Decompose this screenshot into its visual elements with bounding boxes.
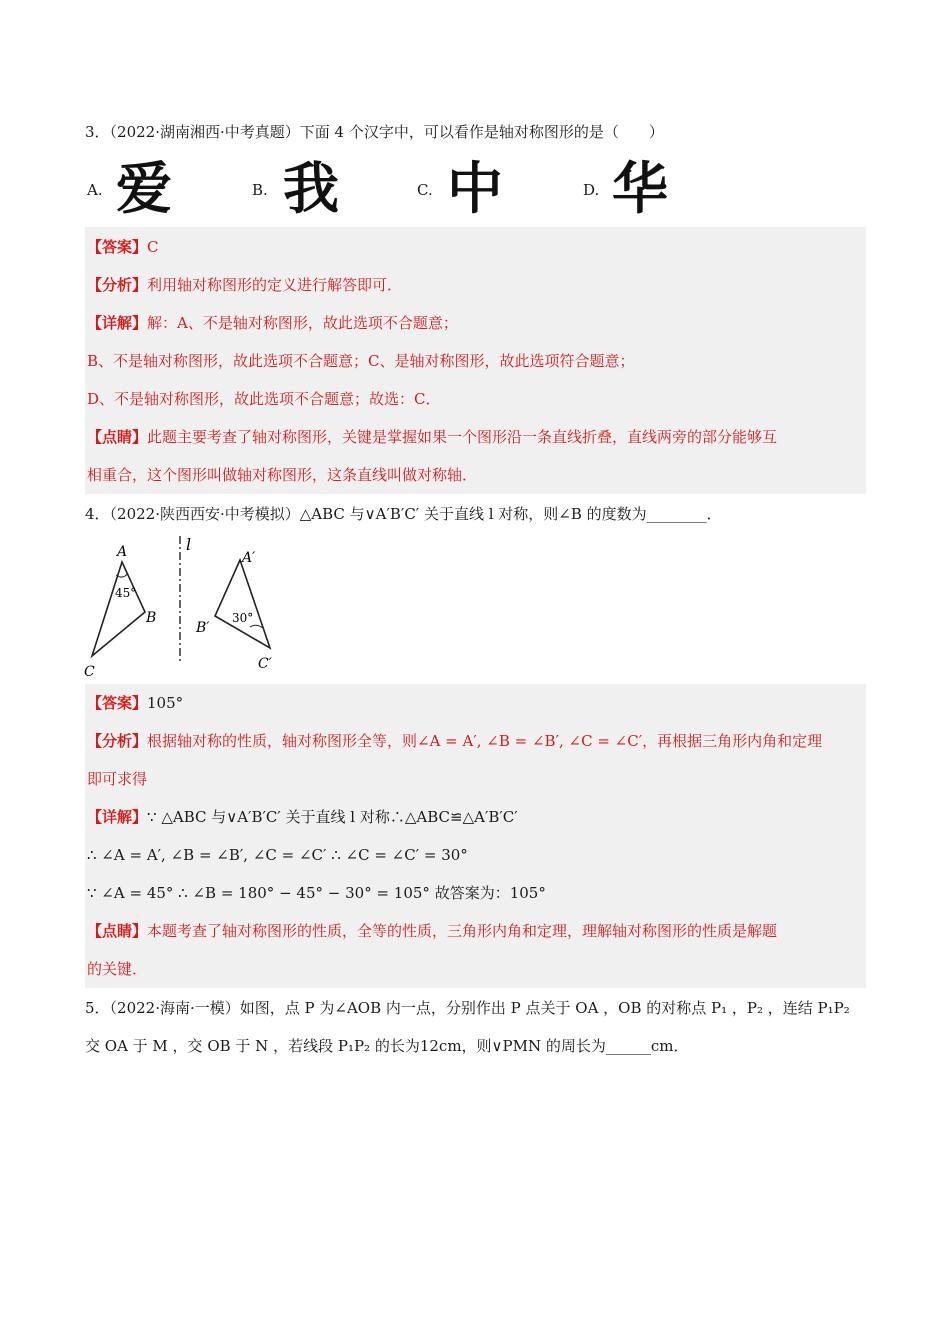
q3-comment-line-2: 相重合，这个图形叫做轴对称图形，这条直线叫做对称轴． [87, 466, 478, 484]
q3-option-d-char: 华 [612, 157, 668, 222]
q3-option-b-label: B. [252, 181, 268, 199]
q4-detail-line-2: ∴ ∠A = A′, ∠B = ∠B′, ∠C = ∠C′ ∴ ∠C = ∠C′ = 30° [87, 846, 468, 864]
q3-analysis: 【分析】利用轴对称图形的定义进行解答即可． [87, 276, 403, 294]
q3-option-a-label: A. [87, 181, 103, 199]
line-label-l: l [186, 535, 192, 554]
label-a1: A′ [242, 550, 256, 566]
q3-option-a-char: 爱 [116, 157, 172, 222]
q4-stem: 4．（2022·陕西西安·中考模拟）△ABC 与∨A′B′C′ 关于直线 l 对称，则∠B 的度数为________． [85, 505, 722, 523]
q4-detail-line-3: ∵ ∠A = 45° ∴ ∠B = 180° − 45° − 30° = 105° 故答案为：105° [87, 884, 546, 902]
q3-option-c-char: 中 [447, 157, 503, 222]
q4-answer: 【答案】105° [87, 694, 184, 712]
q3-option-d-label: D. [583, 181, 600, 199]
q3-answer: 【答案】C [87, 238, 159, 256]
q3-comment-line-1: 【点睛】此题主要考查了轴对称图形，关键是掌握如果一个图形沿一条直线折叠，直线两旁的部分能够互 [87, 428, 778, 446]
q5-line-1: 5．（2022·海南·一模）如图，点 P 为∠AOB 内一点，分别作出 P 点关于 OA ，OB 的对称点 P₁ ，P₂ ，连结 P₁P₂ [85, 999, 850, 1017]
label-a: A [117, 544, 128, 560]
q4-figure [80, 530, 290, 680]
angle-c1-arc [250, 625, 263, 628]
q3-stem: 3．（2022·湖南湘西·中考真题）下面 4 个汉字中，可以看作是轴对称图形的是（ ） [85, 123, 664, 141]
q3-option-c-label: C. [417, 181, 433, 199]
q4-comment-line-1: 【点睛】本题考查了轴对称图形的性质，全等的性质，三角形内角和定理，理解轴对称图形的性质是解题 [87, 922, 778, 940]
label-c1: C′ [258, 656, 272, 672]
q3-detail-line-3: D、不是轴对称图形，故此选项不合题意；故选：C． [87, 390, 441, 408]
label-b1: B′ [196, 620, 210, 636]
q5-line-2: 交 OA 于 M ，交 OB 于 N ，若线段 P₁P₂ 的长为12cm，则∨PMN 的周长为______cm． [85, 1037, 689, 1055]
q4-analysis-line-2: 即可求得 [87, 770, 148, 788]
q3-solution-box [85, 227, 866, 494]
q3-option-b-char: 我 [283, 157, 339, 222]
q4-analysis-line-1: 【分析】根据轴对称的性质，轴对称图形全等，则∠A = A′, ∠B = ∠B′, ∠C = ∠C′，再根据三角形内角和定理 [87, 732, 823, 750]
angle-c1-value: 30° [232, 611, 254, 625]
q4-detail-line-1: 【详解】∵ △ABC 与∨A′B′C′ 关于直线 l 对称∴△ABC≌△A′B′C′ [87, 808, 518, 826]
label-c: C [84, 664, 95, 680]
q3-detail-line-1: 【详解】解：A、不是轴对称图形，故此选项不合题意； [87, 314, 458, 332]
angle-a-value: 45° [115, 586, 137, 600]
label-b: B [146, 610, 157, 626]
triangle-a1b1c1 [215, 560, 270, 648]
q4-solution-box [85, 684, 866, 988]
q3-detail-line-2: B、不是轴对称图形，故此选项不合题意；C、是轴对称图形，故此选项符合题意； [87, 352, 635, 370]
q4-comment-line-2: 的关键． [87, 960, 148, 978]
